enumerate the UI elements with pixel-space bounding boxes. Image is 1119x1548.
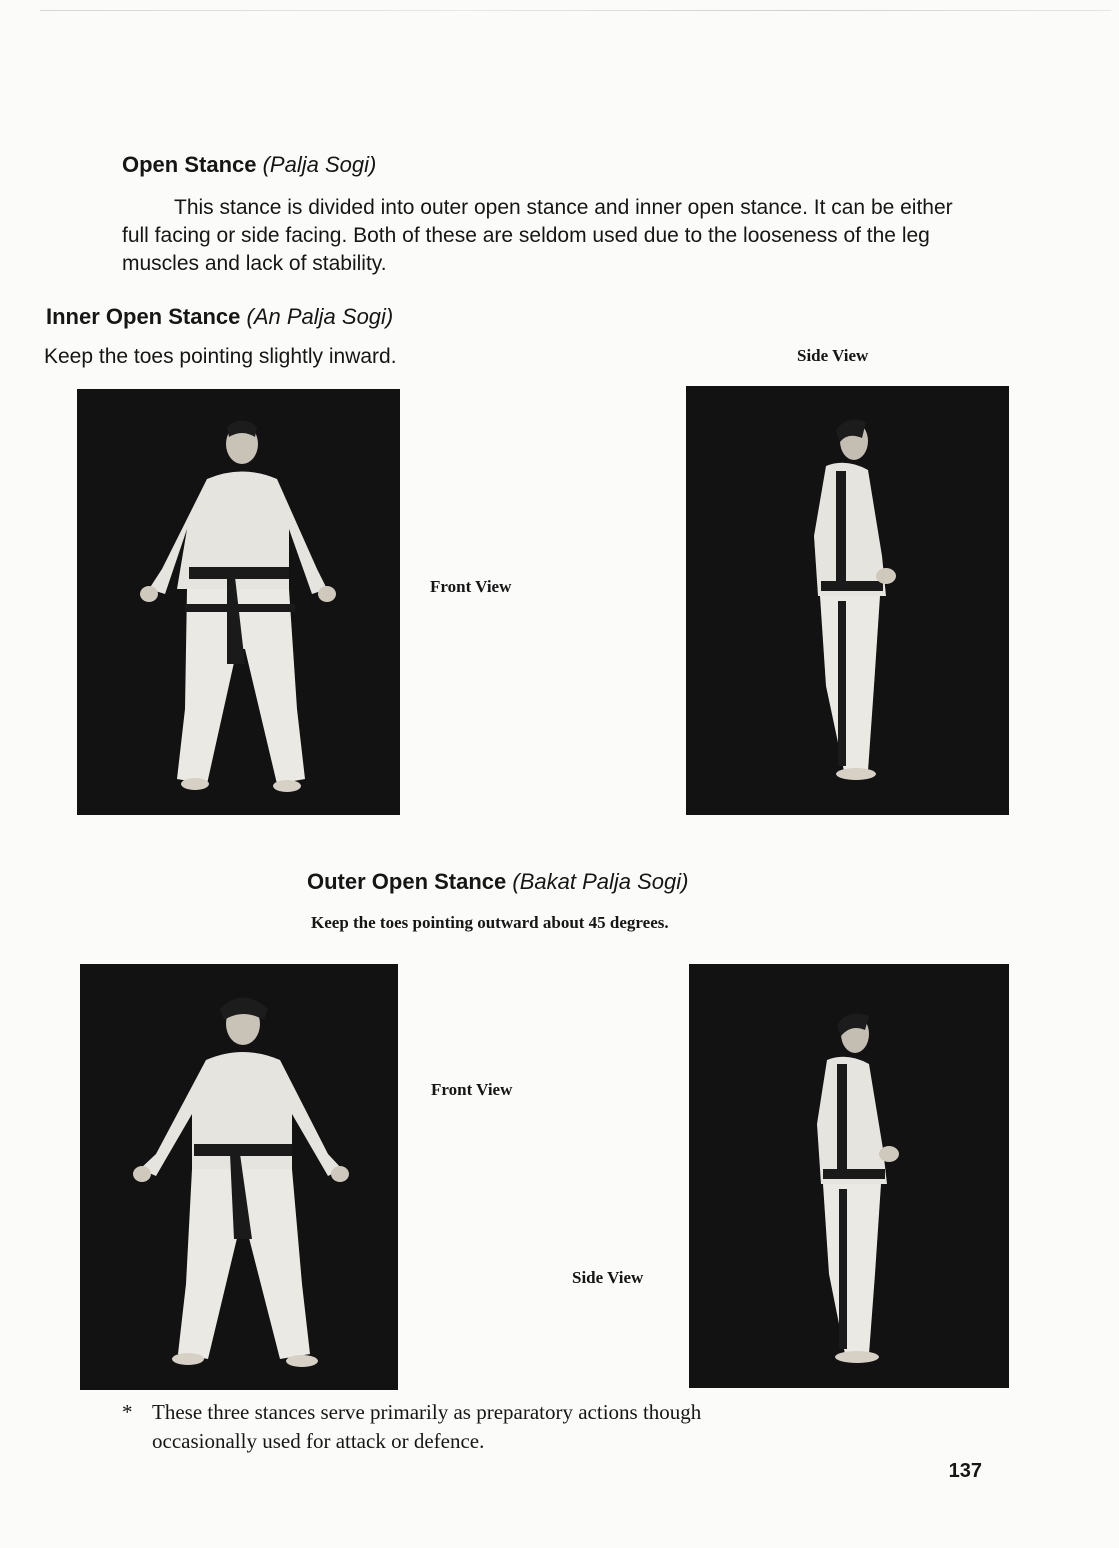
footnote-marker: *	[122, 1400, 133, 1424]
outer-open-heading	[307, 869, 689, 895]
outer-front-view-photo	[80, 964, 398, 1390]
inner-side-view-photo	[686, 386, 1009, 815]
outer-open-subtitle: (Bakat Palja Sogi)	[512, 869, 689, 894]
outer-front-view-caption: Front View	[431, 1080, 513, 1099]
open-stance-title: Open Stance	[122, 152, 257, 177]
outer-side-view-caption: Side View	[572, 1268, 644, 1287]
inner-open-title: Inner Open Stance	[46, 304, 241, 329]
outer-open-title: Outer Open Stance	[307, 869, 507, 894]
footnote-line-2: occasionally used for attack or defence.	[152, 1429, 485, 1453]
open-stance-body: This stance is divided into outer open stance and inner open stance. It can be either full facing or side facing. Both of these are seldom used due to the looseness of the leg muscles and lack of stability.	[122, 196, 953, 275]
inner-front-view-caption: Front View	[430, 577, 512, 596]
open-stance-subtitle: (Palja Sogi)	[262, 152, 377, 177]
inner-open-instruction: Keep the toes pointing slightly inward.	[44, 345, 397, 368]
footnote	[122, 1398, 972, 1456]
open-stance-paragraph	[122, 194, 972, 278]
inner-front-view-photo	[77, 389, 400, 815]
inner-open-heading	[46, 304, 393, 330]
footnote-line-1: These three stances serve primarily as preparatory actions though	[152, 1400, 702, 1424]
scan-edge-line	[40, 10, 1111, 11]
inner-open-subtitle: (An Palja Sogi)	[246, 304, 394, 329]
open-stance-heading	[122, 152, 376, 178]
outer-open-instruction: Keep the toes pointing outward about 45 degrees.	[311, 913, 669, 932]
page-number: 137	[948, 1460, 982, 1482]
outer-side-view-photo	[689, 964, 1009, 1388]
inner-side-view-caption: Side View	[797, 346, 869, 365]
